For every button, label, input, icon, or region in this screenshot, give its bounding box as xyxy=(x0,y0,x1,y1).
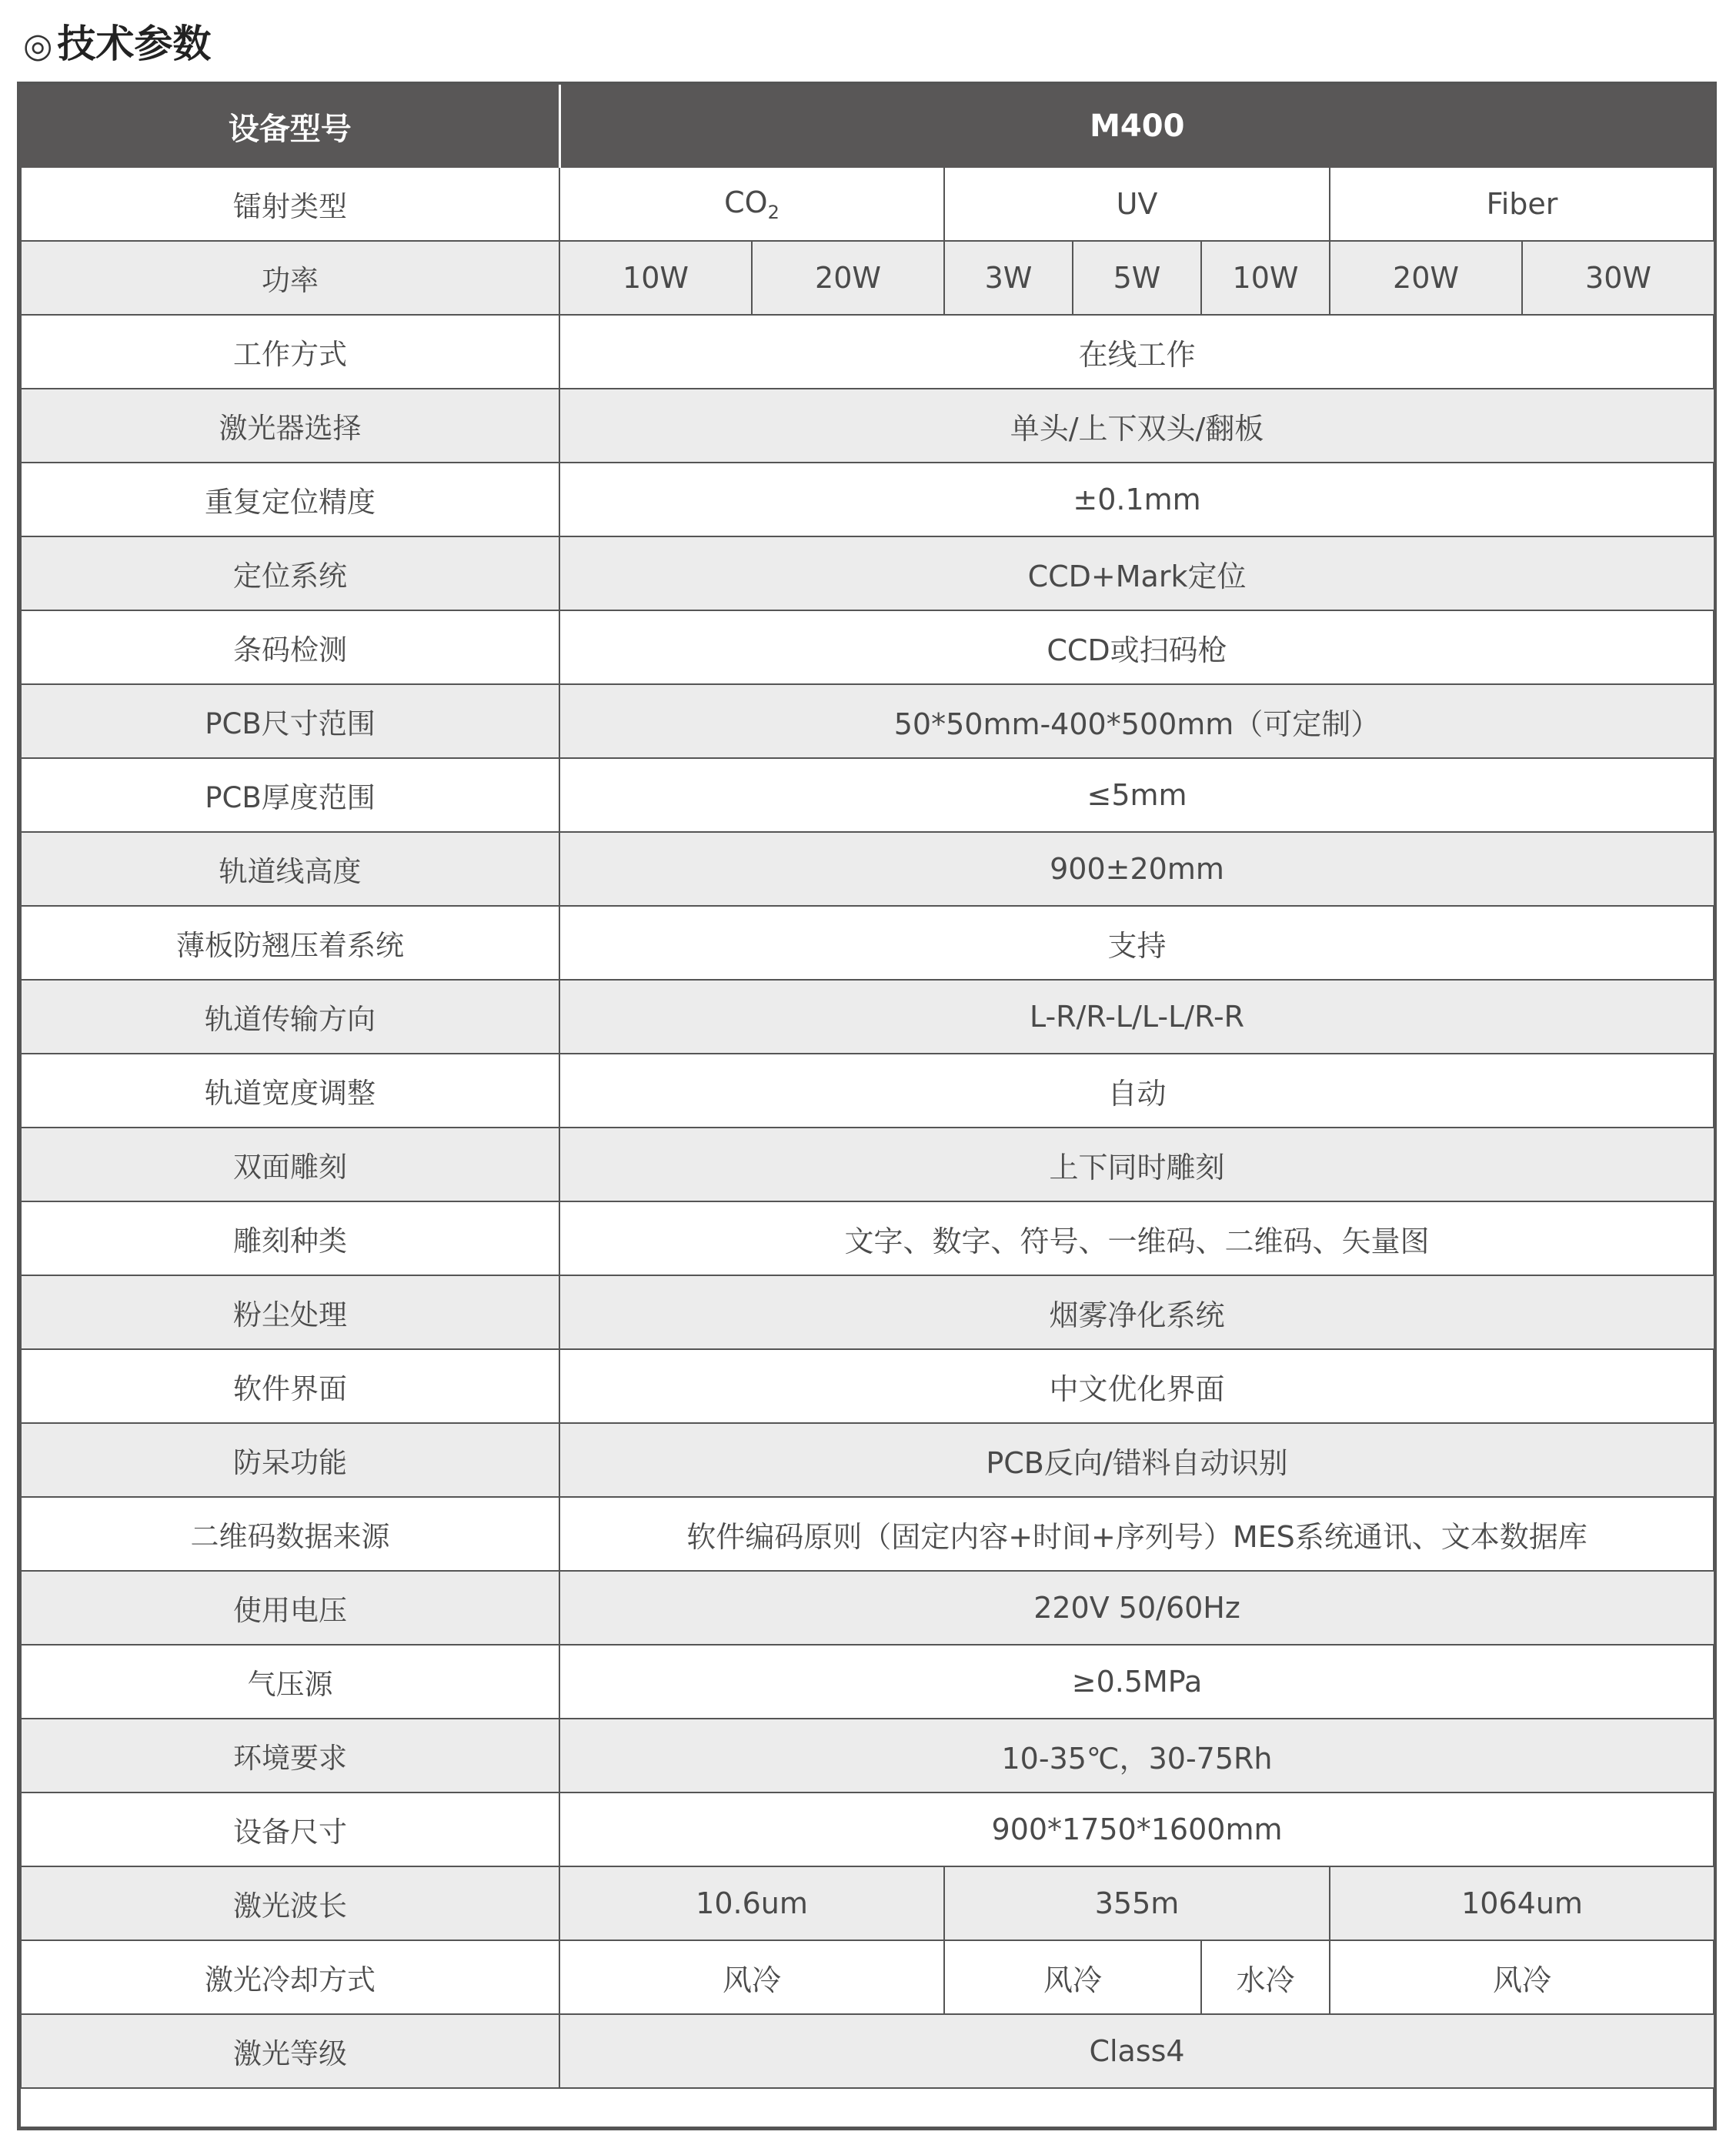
spec-value: 单头/上下双头/翻板 xyxy=(559,389,1714,463)
spec-label: 气压源 xyxy=(21,1645,559,1719)
spec-row xyxy=(21,832,1714,906)
spec-label: PCB厚度范围 xyxy=(21,758,559,832)
spec-label: 使用电压 xyxy=(21,1571,559,1645)
spec-value: PCB反向/错料自动识别 xyxy=(559,1423,1714,1497)
spec-value: ≥0.5MPa xyxy=(559,1645,1714,1719)
spec-label: PCB尺寸范围 xyxy=(21,684,559,758)
spec-label: 重复定位精度 xyxy=(21,463,559,536)
spec-value: 900±20mm xyxy=(559,832,1714,906)
power-value: 20W xyxy=(1330,241,1522,315)
section-title xyxy=(23,17,211,71)
spec-label: 轨道宽度调整 xyxy=(21,1054,559,1128)
spec-value: CCD或扫码枪 xyxy=(559,610,1714,684)
spec-row xyxy=(21,1201,1714,1275)
spec-row xyxy=(21,1571,1714,1645)
spec-value: L-R/R-L/L-L/R-R xyxy=(559,980,1714,1054)
spec-row xyxy=(21,389,1714,463)
grade-label: 激光等级 xyxy=(21,2014,559,2088)
spec-label: 轨道线高度 xyxy=(21,832,559,906)
laser-type-row xyxy=(21,167,1714,241)
spec-row xyxy=(21,980,1714,1054)
laser-type-co2 xyxy=(559,167,944,241)
laser-type-fiber: Fiber xyxy=(1330,167,1714,241)
spec-row xyxy=(21,315,1714,389)
co2-text: CO xyxy=(724,185,768,219)
spec-label: 薄板防翘压着系统 xyxy=(21,906,559,980)
spec-value: 上下同时雕刻 xyxy=(559,1128,1714,1201)
spec-row xyxy=(21,463,1714,536)
header-row xyxy=(21,85,1714,167)
spec-row xyxy=(21,1054,1714,1128)
cooling-row xyxy=(21,1940,1714,2014)
header-label: 设备型号 xyxy=(21,85,559,167)
laser-type-uv: UV xyxy=(944,167,1330,241)
spec-label: 激光器选择 xyxy=(21,389,559,463)
circle-mark-icon: ◎ xyxy=(23,26,53,65)
power-value: 20W xyxy=(752,241,944,315)
spec-label: 轨道传输方向 xyxy=(21,980,559,1054)
wavelength-co2: 10.6um xyxy=(559,1866,944,1940)
grade-value: Class4 xyxy=(559,2014,1714,2088)
cooling-uv-water: 水冷 xyxy=(1201,1940,1330,2014)
cooling-label: 激光冷却方式 xyxy=(21,1940,559,2014)
power-value: 30W xyxy=(1522,241,1714,315)
power-value: 10W xyxy=(559,241,752,315)
spec-table xyxy=(20,85,1715,2089)
spec-row xyxy=(21,610,1714,684)
section-title-text: 技术参数 xyxy=(57,22,212,66)
spec-row xyxy=(21,1793,1714,1866)
spec-label: 二维码数据来源 xyxy=(21,1497,559,1571)
spec-value: 文字、数字、符号、一维码、二维码、矢量图 xyxy=(559,1201,1714,1275)
laser-type-label: 镭射类型 xyxy=(21,167,559,241)
spec-row xyxy=(21,1275,1714,1349)
spec-value: 自动 xyxy=(559,1054,1714,1128)
spec-label: 雕刻种类 xyxy=(21,1201,559,1275)
spec-value: ≤5mm xyxy=(559,758,1714,832)
wavelength-uv: 355m xyxy=(944,1866,1330,1940)
wavelength-fiber: 1064um xyxy=(1330,1866,1714,1940)
spec-row xyxy=(21,536,1714,610)
power-value: 10W xyxy=(1201,241,1330,315)
spec-value: 在线工作 xyxy=(559,315,1714,389)
spec-value: 50*50mm-400*500mm（可定制） xyxy=(559,684,1714,758)
cooling-uv-air: 风冷 xyxy=(944,1940,1201,2014)
spec-label: 双面雕刻 xyxy=(21,1128,559,1201)
spec-row xyxy=(21,906,1714,980)
header-model: M400 xyxy=(559,85,1714,167)
spec-value: 软件编码原则（固定内容+时间+序列号）MES系统通讯、文本数据库 xyxy=(559,1497,1714,1571)
power-label: 功率 xyxy=(21,241,559,315)
spec-label: 防呆功能 xyxy=(21,1423,559,1497)
wavelength-row xyxy=(21,1866,1714,1940)
spec-row xyxy=(21,1128,1714,1201)
spec-label: 环境要求 xyxy=(21,1719,559,1793)
spec-value: 220V 50/60Hz xyxy=(559,1571,1714,1645)
grade-row xyxy=(21,2014,1714,2088)
spec-value: 900*1750*1600mm xyxy=(559,1793,1714,1866)
spec-value: 10-35℃，30-75Rh xyxy=(559,1719,1714,1793)
power-row xyxy=(21,241,1714,315)
power-value: 3W xyxy=(944,241,1073,315)
power-value: 5W xyxy=(1073,241,1201,315)
cooling-fiber: 风冷 xyxy=(1330,1940,1714,2014)
spec-row xyxy=(21,1719,1714,1793)
spec-row xyxy=(21,684,1714,758)
spec-row xyxy=(21,758,1714,832)
spec-value: 烟雾净化系统 xyxy=(559,1275,1714,1349)
spec-row xyxy=(21,1423,1714,1497)
spec-row xyxy=(21,1497,1714,1571)
spec-label: 粉尘处理 xyxy=(21,1275,559,1349)
spec-label: 工作方式 xyxy=(21,315,559,389)
spec-value: ±0.1mm xyxy=(559,463,1714,536)
cooling-co2: 风冷 xyxy=(559,1940,944,2014)
spec-value: 支持 xyxy=(559,906,1714,980)
spec-label: 条码检测 xyxy=(21,610,559,684)
spec-label: 设备尺寸 xyxy=(21,1793,559,1866)
wavelength-label: 激光波长 xyxy=(21,1866,559,1940)
spec-row xyxy=(21,1349,1714,1423)
spec-label: 定位系统 xyxy=(21,536,559,610)
spec-value: CCD+Mark定位 xyxy=(559,536,1714,610)
co2-subscript: 2 xyxy=(767,201,780,223)
spec-label: 软件界面 xyxy=(21,1349,559,1423)
spec-value: 中文优化界面 xyxy=(559,1349,1714,1423)
spec-row xyxy=(21,1645,1714,1719)
